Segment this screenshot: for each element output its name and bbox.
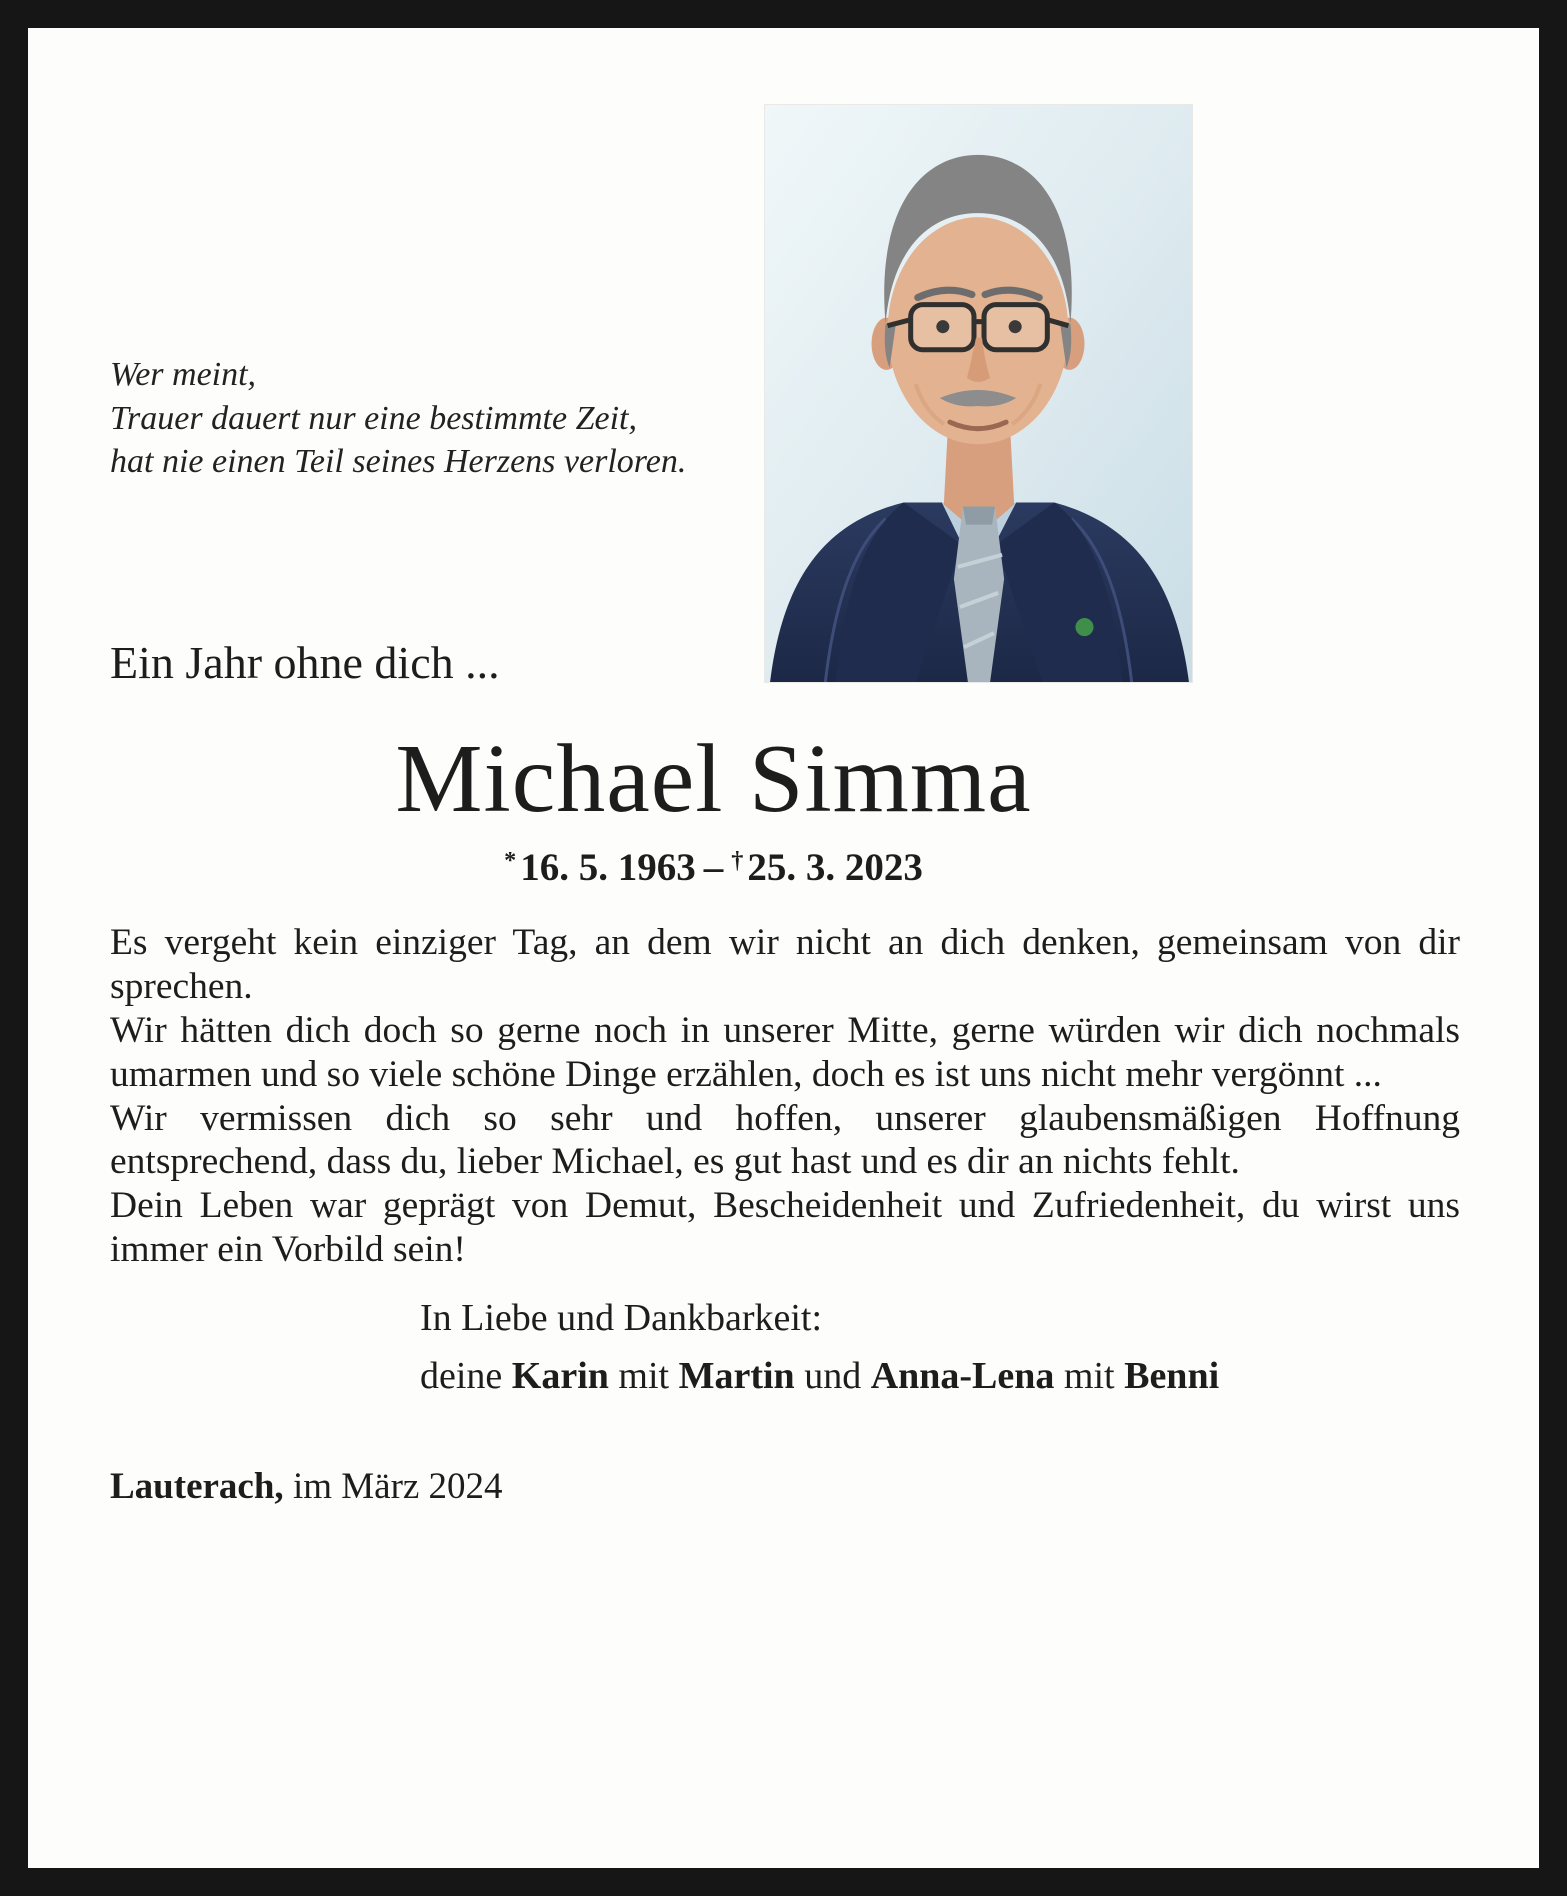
death-cross-symbol: † <box>731 846 744 874</box>
birth-date: 16. 5. 1963 <box>520 845 696 889</box>
place-date-line <box>110 1465 503 1508</box>
place-label: Lauterach, <box>110 1466 284 1507</box>
memorial-paragraph: Wir hätten dich doch so gerne noch in unserer Mitte, gerne würden wir dich nochmals umarmen und so viele schöne Dinge erzählen, doch es ist uns nicht mehr vergönnt ... <box>110 1009 1460 1095</box>
quote-line: hat nie einen Teil seines Herzens verloren. <box>110 443 687 481</box>
family-name: Anna-Lena <box>870 1355 1055 1397</box>
quote-line: Wer meint, <box>110 356 257 393</box>
memorial-quote <box>110 353 686 484</box>
quote-line: Trauer dauert nur eine bestimmte Zeit, <box>110 399 637 437</box>
date-label: im März 2024 <box>283 1466 503 1507</box>
portrait-illustration <box>765 105 1192 682</box>
memorial-paragraph: Wir vermissen dich so sehr und hoffen, unserer glaubensmäßigen Hoffnung entsprechend, dass du, lieber Michael, es gut hast und es dir an nichts fehlt. <box>110 1097 1460 1183</box>
dates-separator: – <box>703 845 724 889</box>
death-date: 25. 3. 2023 <box>747 845 923 889</box>
family-name: Benni <box>1124 1355 1220 1397</box>
birth-star-symbol: * <box>504 846 517 874</box>
family-name: Karin <box>511 1355 609 1397</box>
title-block <box>28 725 1399 890</box>
deceased-name: Michael Simma <box>395 725 1032 833</box>
memorial-text <box>110 921 1460 1272</box>
memorial-paragraph: Es vergeht kein einziger Tag, an dem wir nicht an dich denken, gemeinsam von dir sprechen. <box>110 922 1460 1007</box>
family-segment: mit <box>1054 1355 1125 1397</box>
life-dates <box>28 845 1399 890</box>
family-segment: mit <box>608 1355 679 1397</box>
memorial-paragraph: Dein Leben war geprägt von Demut, Bescheidenheit und Zufriedenheit, du wirst uns immer ein Vorbild sein! <box>110 1185 1460 1271</box>
family-segment: deine <box>420 1355 512 1397</box>
family-segment: und <box>794 1355 871 1397</box>
family-line <box>420 1354 1219 1398</box>
closing-lead: In Liebe und Dankbarkeit: <box>420 1297 823 1339</box>
family-name: Martin <box>678 1355 795 1397</box>
portrait-photo <box>765 105 1192 682</box>
intro-line: Ein Jahr ohne dich ... <box>110 637 500 688</box>
